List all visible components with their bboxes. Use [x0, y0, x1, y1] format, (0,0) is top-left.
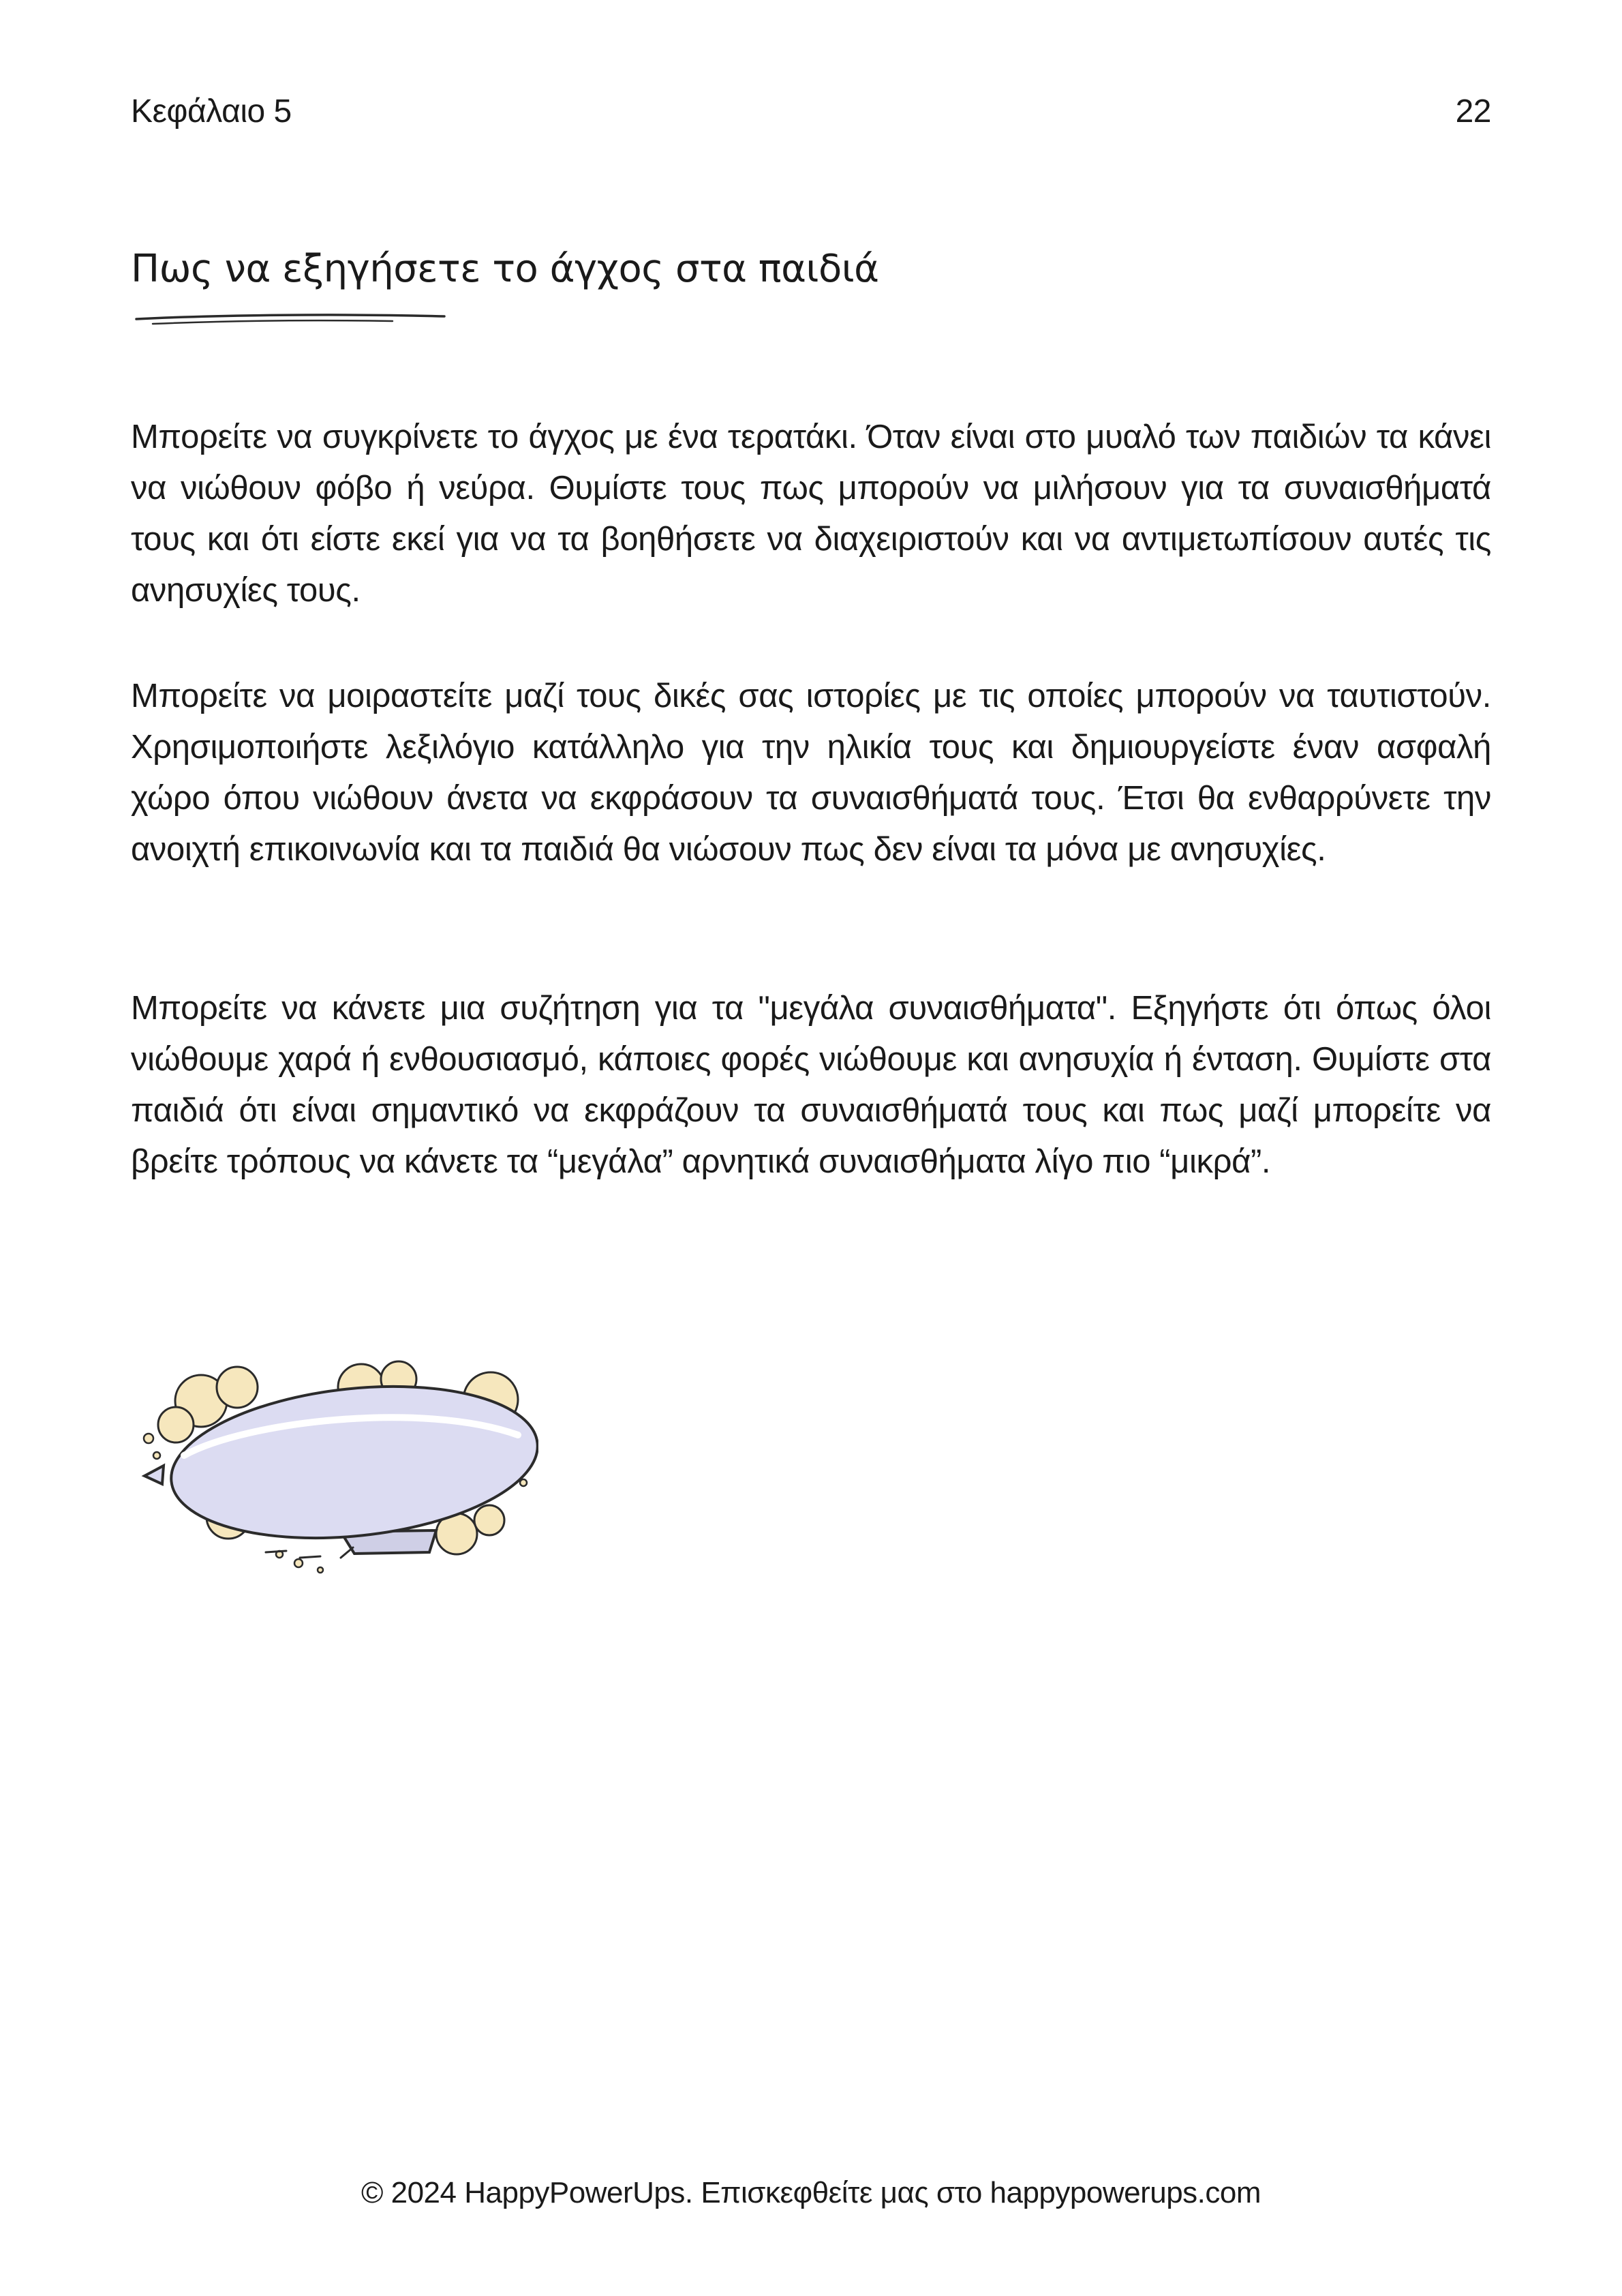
- running-header: [131, 87, 1491, 135]
- blimp-icon: [136, 1353, 538, 1578]
- paragraph-2: Μπορείτε να μοιραστείτε μαζί τους δικές σας ιστορίες με τις οποίες μπορούν να ταυτιστούν. Χρησιμοποιήστε λεξιλόγιο κατάλληλο για την ηλικία τους και δημιουργείστε έναν ασφαλή χώρο όπου νιώθουν άνετα να εκφράσουν τα συναισθήματά τους. Έτσι θα ενθαρρύνετε την ανοιχτή επικοινωνία και τα παιδιά θα νιώσουν πως δεν είναι τα μόνα με ανησυχίες.: [131, 678, 1491, 868]
- section-title: Πως να εξηγήσετε το άγχος στα παιδιά: [131, 247, 879, 291]
- chapter-label: Κεφάλαιο 5: [131, 93, 292, 130]
- paragraph-1: Μπορείτε να συγκρίνετε το άγχος με ένα τερατάκι. Όταν είναι στο μυαλό των παιδιών τα κάνει να νιώθουν φόβο ή νεύρα. Θυμίστε τους πως μπορούν να μιλήσουν για τα συναισθήματά τους και ότι είστε εκεί για να τα βοηθήσετε να διαχειριστούν και να αντιμετωπίσουν αυτές τις ανησυχίες τους.: [131, 419, 1491, 609]
- title-underline: [134, 311, 447, 329]
- page-number: 22: [1455, 93, 1491, 130]
- footer: © 2024 HappyPowerUps. Επισκεφθείτε μας στο happypowerups.com: [361, 2176, 1261, 2209]
- paragraph-3: Μπορείτε να κάνετε μια συζήτηση για τα "μεγάλα συναισθήματα". Εξηγήστε ότι όπως όλοι νιώθουμε χαρά ή ενθουσιασμό, κάποιες φορές νιώθουμε και ανησυχία ή ένταση. Θυμίστε στα παιδιά ότι είναι σημαντικό να εκφράζουν τα συναισθήματά τους και πως μαζί μπορείτε να βρείτε τρόπους να κάνετε τα “μεγάλα” αρνητικά συναισθήματα λίγο πιο “μικρά”.: [131, 990, 1491, 1180]
